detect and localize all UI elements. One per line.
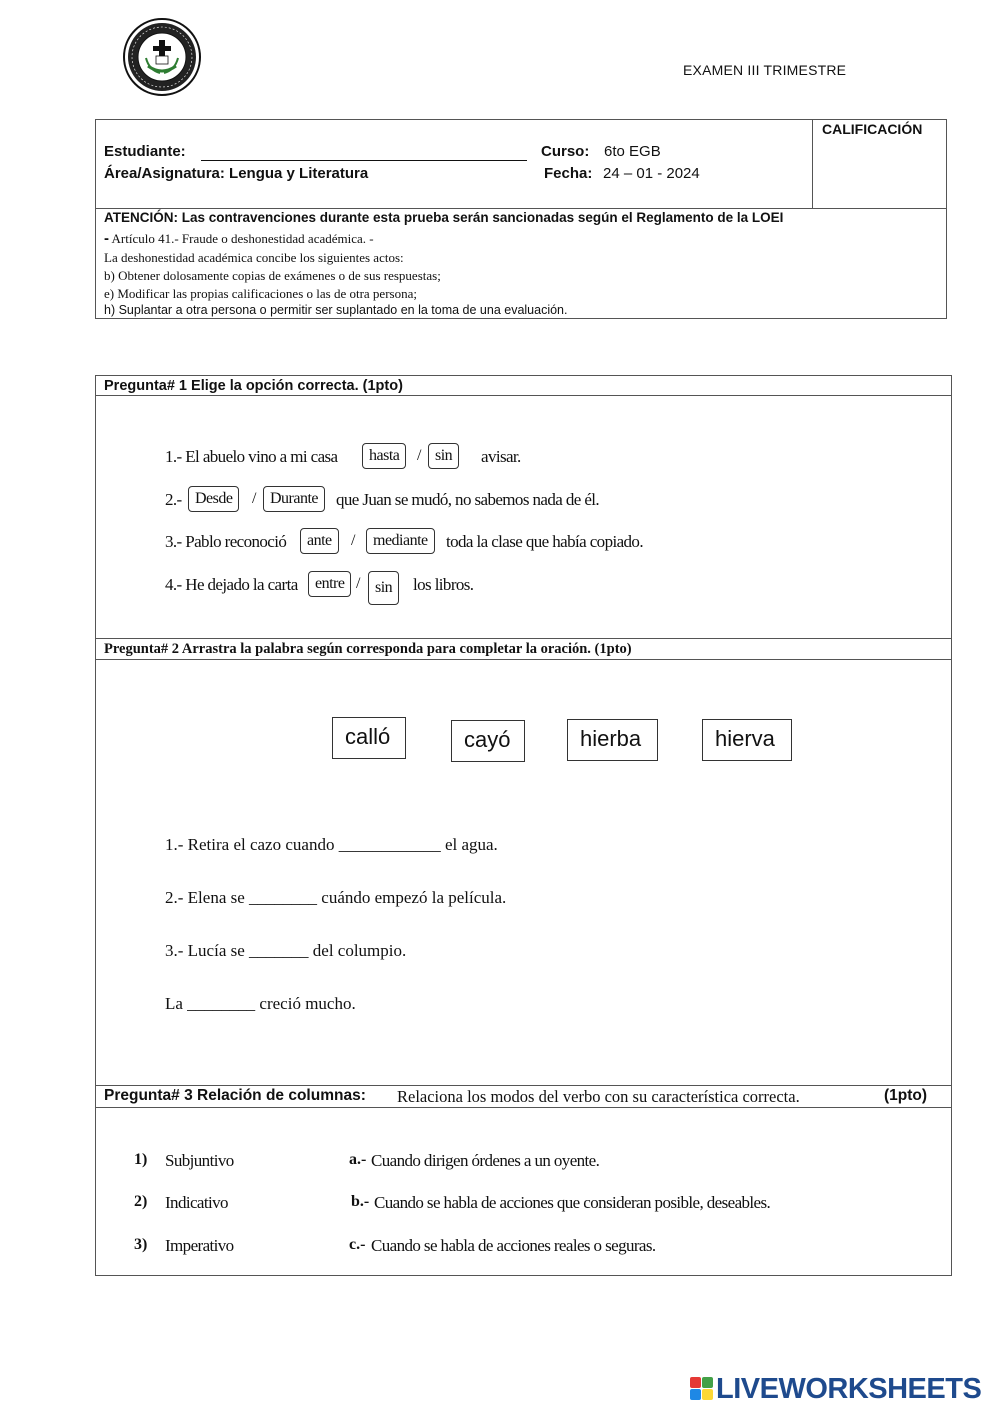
question-1-title: Pregunta# 1 Elige la opción correcta. (1pto) <box>104 378 403 394</box>
brand-name: LIVEWORKSHEETS <box>716 1372 982 1405</box>
q2-sentence-4: La ________ creció mucho. <box>165 994 356 1013</box>
word-tile-hierba[interactable]: hierba <box>567 719 658 761</box>
q1-item-1-end: avisar. <box>481 447 521 466</box>
article-text: Artículo 41.- Fraude o deshonestidad académica. - <box>109 231 374 246</box>
q1-item-2-option-1[interactable]: Desde <box>188 486 239 512</box>
subject-label: Área/Asignatura: Lengua y Literatura <box>104 165 369 182</box>
rule-line: b) Obtener dolosamente copias de exámenes o de sus respuestas; <box>104 268 441 283</box>
q1-item-2-end: que Juan se mudó, no sabemos nada de él. <box>336 490 600 509</box>
slash-separator: / <box>356 575 361 592</box>
question-2-box <box>95 638 952 1086</box>
mode-name-subjuntivo[interactable]: Subjuntivo <box>165 1151 234 1170</box>
header-divider <box>95 208 947 209</box>
liveworksheets-logo-icon <box>690 1377 714 1401</box>
definition-c[interactable]: Cuando se habla de acciones reales o seguras. <box>371 1236 656 1255</box>
grade-column-divider <box>812 119 813 208</box>
q1-item-3-option-2[interactable]: mediante <box>366 528 435 554</box>
rule-line: e) Modificar las propias calificaciones o las de otra persona; <box>104 286 417 301</box>
question-3-title: Pregunta# 3 Relación de columnas: <box>104 1087 366 1104</box>
article-dash: - <box>104 230 109 247</box>
rule-line: La deshonestidad académica concibe los siguientes actos: <box>104 250 404 265</box>
q1-item-3-text: 3.- Pablo reconoció <box>165 532 287 551</box>
q1-item-3-option-1[interactable]: ante <box>300 528 339 554</box>
q2-sentence-1: 1.- Retira el cazo cuando ____________ el agua. <box>165 835 498 854</box>
mode-number: 2) <box>134 1193 148 1210</box>
q1-item-4-option-2[interactable]: sin <box>368 571 399 605</box>
mode-number: 1) <box>134 1151 148 1168</box>
student-label: Estudiante: <box>104 143 186 160</box>
mode-number: 3) <box>134 1236 148 1253</box>
question-3-points: (1pto) <box>884 1087 928 1104</box>
school-seal-logo <box>122 18 202 96</box>
word-tile-hierva[interactable]: hierva <box>702 719 792 761</box>
question-3-description: Relaciona los modos del verbo con su característica correcta. <box>397 1087 800 1106</box>
q2-sentence-2: 2.- Elena se ________ cuándo empezó la película. <box>165 888 507 907</box>
grade-label: CALIFICACIÓN <box>822 121 923 137</box>
liveworksheets-watermark <box>690 1373 981 1405</box>
q1-item-2-text: 2.- <box>165 490 182 509</box>
question-1-header-divider <box>95 395 952 396</box>
definition-a[interactable]: Cuando dirigen órdenes a un oyente. <box>371 1151 600 1170</box>
student-name-field[interactable] <box>201 160 527 161</box>
q1-item-2-option-2[interactable]: Durante <box>263 486 325 512</box>
mode-name-imperativo[interactable]: Imperativo <box>165 1236 234 1255</box>
slash-separator: / <box>351 532 356 549</box>
question-2-header-divider <box>95 659 952 660</box>
rule-line: h) Suplantar a otra persona o permitir ser suplantado en la toma de una evaluación. <box>104 303 568 317</box>
q1-item-4-option-1[interactable]: entre <box>308 571 351 597</box>
q2-sentence-3: 3.- Lucía se _______ del columpio. <box>165 941 407 960</box>
slash-separator: / <box>417 447 422 464</box>
question-2-title: Pregunta# 2 Arrastra la palabra según corresponda para completar la oración. (1pto) <box>104 641 632 657</box>
q1-item-1-text: 1.- El abuelo vino a mi casa <box>165 447 338 466</box>
course-value: 6to EGB <box>604 143 661 160</box>
word-tile-callo[interactable]: calló <box>332 717 406 759</box>
mode-name-indicativo[interactable]: Indicativo <box>165 1193 228 1212</box>
definition-b[interactable]: Cuando se habla de acciones que consideran posible, deseables. <box>374 1193 771 1212</box>
definition-letter: a.- <box>349 1151 367 1168</box>
exam-title: EXAMEN III TRIMESTRE <box>683 62 847 78</box>
question-3-header-divider <box>95 1107 952 1108</box>
article-line <box>104 230 374 247</box>
q1-item-1-option-2[interactable]: sin <box>428 443 459 469</box>
q1-item-4-end: los libros. <box>413 575 474 594</box>
definition-letter: b.- <box>351 1193 370 1210</box>
definition-letter: c.- <box>349 1236 366 1253</box>
q1-item-1-option-1[interactable]: hasta <box>362 443 406 469</box>
word-tile-cayo[interactable]: cayó <box>451 720 525 762</box>
q1-item-3-end: toda la clase que había copiado. <box>446 532 643 551</box>
course-label: Curso: <box>541 143 590 160</box>
date-value: 24 – 01 - 2024 <box>603 165 700 182</box>
date-label: Fecha: <box>544 165 593 182</box>
attention-title: ATENCIÓN: Las contravenciones durante esta prueba serán sancionadas según el Reglamento de la LOEI <box>104 210 784 225</box>
slash-separator: / <box>252 490 257 507</box>
q1-item-4-text: 4.- He dejado la carta <box>165 575 298 594</box>
